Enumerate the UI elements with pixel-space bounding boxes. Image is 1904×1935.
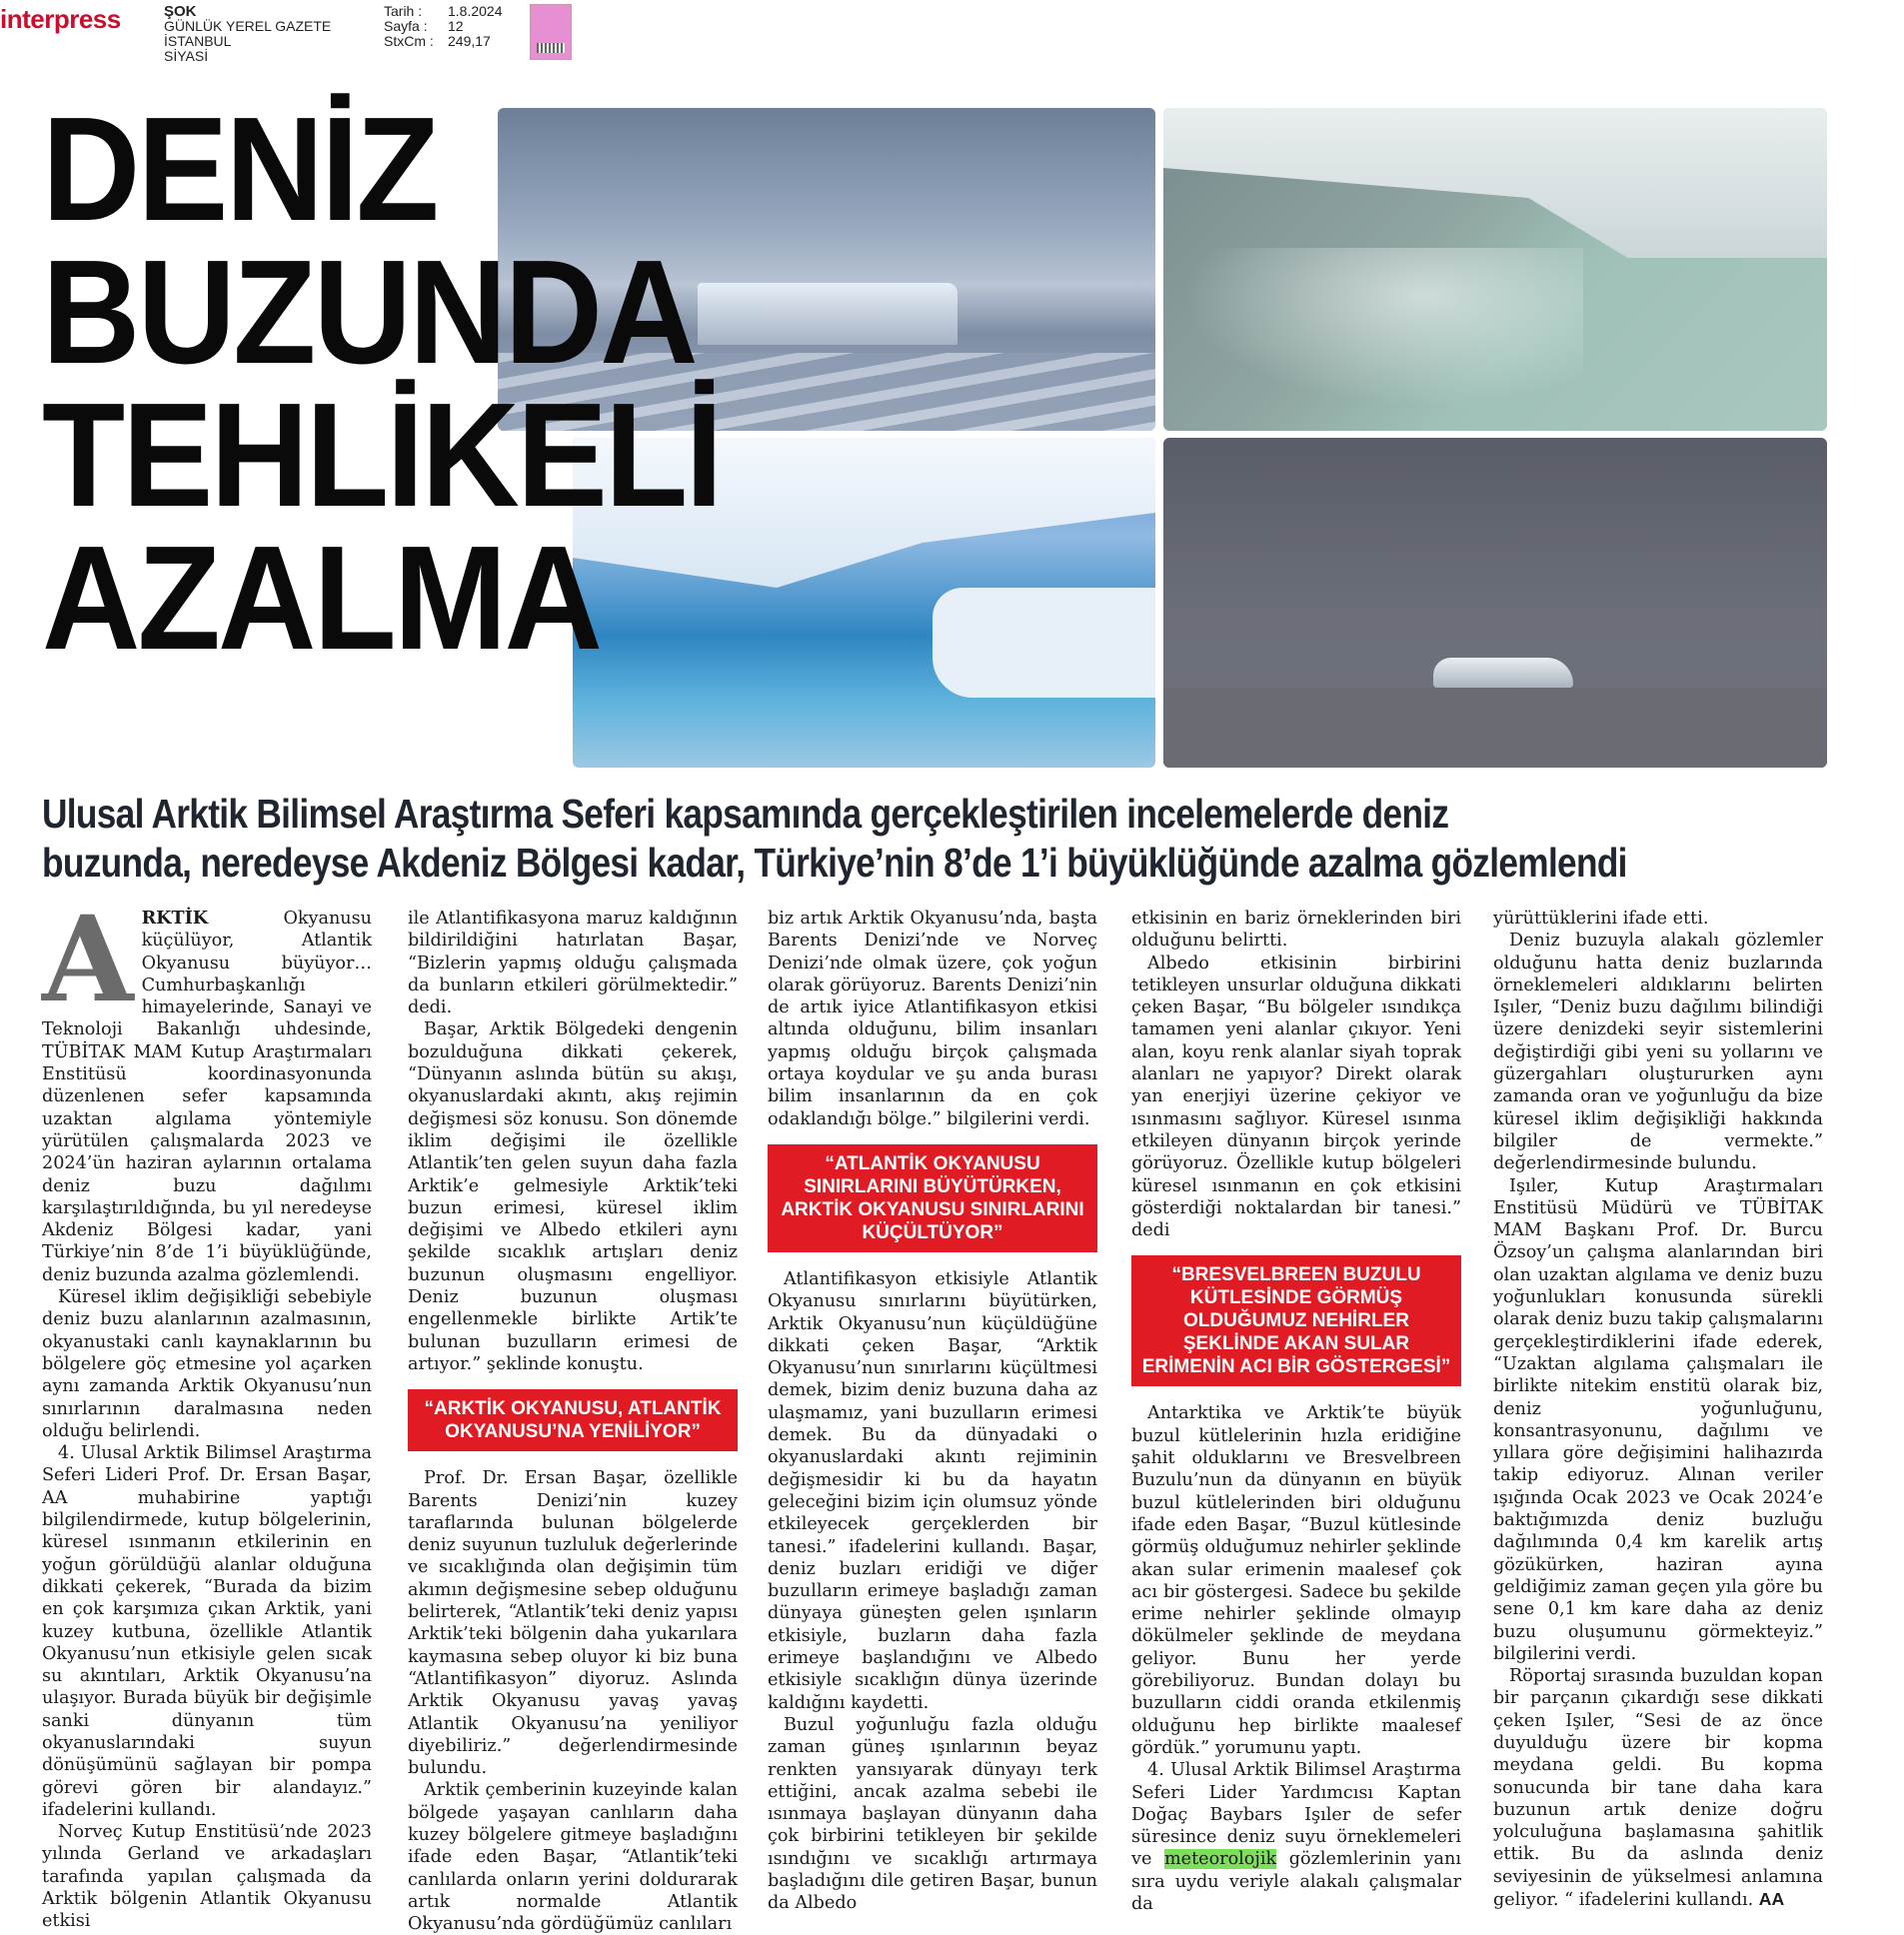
lead-word: RKTİK	[141, 908, 209, 929]
photo-grey-sea-floes	[1163, 438, 1827, 768]
article-column-4	[1131, 908, 1461, 1915]
article-paragraph: Deniz buzuyla alakalı gözlemler olduğunu hatta deniz buzlarında örneklemeleri aldıklarını belirten Işıler, “Deniz buzu dağılımı bilindiği üzere denizdeki seyir sistemlerini değiştirdiği gibi yeni su yollarını ve güzergahları oluştururken aynı zamanda oran ve yoğunluğu da bize küresel iklim değişikliği hakkında bilgiler de vermekte.” değerlendirmesinde bulundu.	[1493, 931, 1823, 1174]
article-paragraph: biz artık Arktik Okyanusu’nda, başta Barents Denizi’nde ve Norveç Denizi’nde olmak üzere, çok yoğun olarak görüyoruz. Barents Denizi’nin de artık iyice Atlantifikasyon etkisi altında olduğunu, bilim insanları yapmış olduğu birçok çalışmada ortaya koydular ve şu anda burası bilim insanlarının da en çok odaklandığı bölge.” bilgilerini verdi.	[768, 909, 1097, 1129]
article-column-2	[408, 908, 738, 1935]
article-column-3	[768, 908, 1097, 1915]
headline-line-2: BUZUNDA	[42, 230, 696, 395]
article-paragraph: Işıler, Kutup Araştırmaları Enstitüsü Müdürü ve TÜBİTAK MAM Başkanı Prof. Dr. Burcu Özsoy’un çalışma alanlarından biri olan uzaktan algılama ve deniz buzu yoğunlukları konusunda sürekli olarak deniz buzu takip çalışmalarını gerçekleştirdiklerini ifade ederek, “Uzaktan algılama çalışmaları ile birlikte nitekim enstitü olarak biz, deniz yoğunluğunu, konsantrasyonunu, dağılımı ve yıllara göre değişimini halihazırda takip ediyoruz. Alınan veriler ışığında Ocak 2023 ve Ocak 2024’e baktığımızda deniz buzluğu dağılımında 0,4 km karelik artış gözükürken, haziran ayına geldiğimiz zaman geçen yıla göre bu sene 0,1 km kare daha az deniz buzu oluşumunu görmekteyiz.” bilgilerini verdi.	[1493, 1175, 1823, 1664]
date-label: Tarih :	[384, 3, 423, 19]
article-paragraph: Başar, Arktik Bölgedeki dengenin bozulduğuna dikkati çekerek, “Dünyanın aslında bütün su akışı, okyanuslardaki akıntı, akış rejimin değişmesi söz konusu. Son dönemde iklim değişimi ile özellikle Atlantik’ten gelen suyun daha fazla Arktik’e gelmesiyle Arktik’teki buzun erimesi, küresel iklim değişimi ve Albedo etkileri aynı şekilde sıcaklık artışları deniz buzunun oluşmasını engelliyor. Deniz buzunun oluşması engellenmekle birlikte Artik’te bulunan buzulların erimesi de artıyor.” şeklinde konuştu.	[408, 1019, 738, 1374]
article-paragraph: Antarktika ve Arktik’te büyük buzul kütlelerinin hızla eridiğine şahit olduklarını ve Bresvelbreen Buzulu’nun da dünyanın en büyük buzul kütlelerinden biri olduğunu ifade eden Başar, “Buzul kütlesinde görmüş olduğumuz nehirler şeklinde akan sular erimenin maalesef çok acı bir göstergesi. Sadece bu şekilde erime nehirler şeklinde olmayıp dökülmeler şeklinde de meydana geliyor. Bunu her yerde görebiliyoruz. Bundan dolayı bu buzulların ciddi oranda etkilenmiş olduğunu hep birlikte maalesef gördük.” yorumunu yaptı.	[1131, 1403, 1461, 1758]
article-paragraph: Arktik çemberinin kuzeyinde kalan bölgede yaşayan canlıların daha kuzey bölgelere gitmeye başladığını ifade eden Başar, “Atlantik’teki canlılarda onların yerini doldurarak artık normalde Atlantik Okyanusu’nda gördüğümüz canlıları	[408, 1780, 738, 1935]
article-paragraph: etkisinin en bariz örneklerinden biri olduğunu belirtti.	[1131, 909, 1461, 952]
subheadline-line-2: buzunda, neredeyse Akdeniz Bölgesi kadar, Türkiye’nin 8’de 1’i büyüklüğünde azalma gözlemlendi	[42, 840, 1627, 886]
article-paragraph: ile Atlantifikasyona maruz kaldığının bildirildiğini hatırlatan Başar, “Bizlerin yapmış olduğu çalışmada da bunların etkileri görülmektedir.” dedi.	[408, 909, 738, 1018]
publication-category: SİYASİ	[164, 48, 209, 64]
clipping-meta	[384, 4, 503, 49]
article-paragraph: Prof. Dr. Ersan Başar, özellikle Barents Denizi’nin kuzey taraflarında bulunan bölgelerde deniz suyunun tuzluluk değerlerinde ve sıcaklığında olan değişimin tüm akımın değişmesine sebep olduğunu belirterek, “Atlantik’teki deniz yapısı Arktik’teki bölgenin daha yukarılara kaymasına sebep oluyor ki biz buna “Atlantifikasyon” diyoruz. Aslında Arktik Okyanusu yavaş yavaş Atlantik Okyanusu’na yeniliyor diyebiliriz.” değerlendirmesinde bulundu.	[408, 1468, 738, 1779]
article-paragraph: 4. Ulusal Arktik Bilimsel Araştırma Seferi Lideri Prof. Dr. Ersan Başar, AA muhabirine yaptığı bilgilendirmede, kutup bölgelerinin, küresel ısınmanın etkilerinin en yoğun görüldüğü alanlar olduğuna dikkati çekerek, “Burada da bizim en çok karşımıza çıkan Arktik, yani kuzey kutbuna, özellikle Atlantik Okyanusu’nun etkisiyle gelen sıcak su akıntıları, Arktik Okyanusu’na ulaşıyor. Burada büyük bir değişimle sanki dünyanın tüm okyanuslarındaki suyun dönüşümünü sağlayan bir pompa görevi gören bir alandayız.” ifadelerini kullandı.	[42, 1443, 372, 1820]
article-column-1	[42, 890, 372, 1933]
subheadline	[42, 790, 1861, 888]
headline	[42, 87, 762, 681]
article-paragraph: Küresel iklim değişikliği sebebiyle deniz buzu alanlarının azalmasının, okyanustaki canlı kaynaklarının bu bölgelere göç etmesine yol açarken aynı zamanda Arktik Okyanusu’nun sınırlarının daralmasına neden olduğu belirlendi.	[42, 1287, 372, 1441]
page-label: Sayfa :	[384, 18, 428, 34]
subheadline-line-1: Ulusal Arktik Bilimsel Araştırma Seferi kapsamında gerçekleştirilen incelemelerde deniz	[42, 791, 1449, 837]
publication-name: ŞOK	[164, 3, 197, 20]
drop-cap: A	[42, 890, 134, 1028]
article-paragraph: Norveç Kutup Enstitüsü’nde 2023 yılında Gerland ve arkadaşları tarafında yapılan çalışmada da Arktik bölgenin Atlantik Okyanusu etkisi	[42, 1822, 372, 1932]
stxcm-value: 249,17	[448, 33, 491, 49]
publication-type: GÜNLÜK YEREL GAZETE	[164, 18, 332, 34]
headline-line-4: AZALMA	[42, 516, 601, 681]
highlighted-keyword: meteorolojik	[1164, 1849, 1277, 1870]
article-paragraph: Albedo etkisinin birbirini tetikleyen unsurlar olduğuna dikkati çeken Başar, “Bu bölgeler ısındıkça tamamen yeni alanlar çıkıyor. Yeni alan, koyu renk alanlar siyah toprak alanları ne yapıyor? Direkt olarak yan enerjiyi üzerine çekiyor ve ısınmasını sağlıyor. Küresel ısınma etkileyen dünyanın birçok yerinde görüyoruz. Özellikle kutup bölgeleri küresel ısınmanın en çok etkisini gösterdiği noktalardan bir tanesi.” dedi	[1131, 953, 1461, 1241]
article-paragraph: 4. Ulusal Arktik Bilimsel Araştırma Seferi Lider Yardımcısı Kaptan Doğaç Baybars Işıler de sefer süresince deniz suyu örneklemeleri ve meteorolojik gözlemlerinin yanı sıra uydu veriyle alakalı çalışmalar da	[1131, 1760, 1462, 1914]
pull-quote-3: “BRESVELBREEN BUZULU KÜTLESİNDE GÖRMÜŞ OLDUĞUMUZ NEHİRLER ŞEKLİNDE AKAN SULAR ERİMENİN ACI BİR GÖSTERGESİ”	[1131, 1255, 1461, 1386]
pull-quote-2: “ATLANTİK OKYANUSU SINIRLARINI BÜYÜTÜRKEN, ARKTİK OKYANUSU SINIRLARINI KÜÇÜLTÜYOR”	[768, 1144, 1097, 1252]
article-paragraph: ARKTİK Okyanusu küçülüyor, Atlantik Okyanusu büyüyor… Cumhurbaşkanlığı himayelerinde, Sanayi ve Teknoloji Bakanlığı uhdesinde, TÜBİTAK MAM Kutup Araştırmaları Enstitüsü koordinasyonunda düzenlenen sefer kapsamında uzaktan algılama yöntemiyle yürütülen çalışmalarda 2023 ve 2024’ün haziran aylarının ortalama deniz buzu dağılımı karşılaştırıldığında, bu yıl neredeyse Akdeniz Bölgesi kadar, yani Türkiye’nin 8’de 1’i büyüklüğünde, deniz buzunda azalma gözlemlendi.	[42, 890, 372, 1285]
barcode-thumbnail	[530, 4, 572, 60]
stxcm-label: StxCm :	[384, 33, 434, 49]
date-value: 1.8.2024	[448, 3, 503, 19]
article-paragraph: Röportaj sırasında buzuldan kopan bir parçanın çıkardığı sese dikkati çeken Işıler, “Sesi de az önce duyulduğu üzere bir kopma meydana geldi. Bu kopma sonucunda bir tane daha kara buzunun artık denize doğru yolculuğuna başlamasına şahitlik ettik. Bu da aslında deniz seviyesinin de yükselmesi anlamına geliyor. “ ifadelerini kullandı. AA	[1493, 1666, 1823, 1911]
headline-line-1: DENİZ	[42, 87, 437, 252]
article-column-5	[1493, 908, 1823, 1911]
photo-glacier-meltwater	[1163, 108, 1827, 431]
article-paragraph: yürüttüklerini ifade etti.	[1493, 909, 1709, 929]
article-paragraph: Atlantifikasyon etkisiyle Atlantik Okyanusu sınırlarını büyütürken, Arktik Okyanusu’nun küçüldüğüne dikkati çeken Başar, “Arktik Okyanusu’nun sınırlarını küçültmesi demek, bizim deniz buzuna daha az ulaşmamız, yani buzulların erimesi demek. Bu da dünyadaki o okyanuslardaki akıntı rejiminin değişmesidir ki bu da hayatın geleceğini bizim için olumsuz yönde etkileyecek gerçeklerden bir tanesi.” ifadelerini kullandı. Başar, deniz buzları eridiği ve diğer buzulların erimeye başladığı zaman dünyaya güneşten gelen ışınların etkisiyle, buzların daha fazla erimeye başlandığını ve Albedo etkisiyle sıcaklığın dünya üzerinde kaldığını kaydetti.	[768, 1268, 1097, 1713]
headline-line-3: TEHLİKELİ	[42, 373, 721, 538]
publication-info	[164, 4, 331, 64]
publication-city: İSTANBUL	[164, 33, 232, 49]
pull-quote-1: “ARKTİK OKYANUSU, ATLANTİK OKYANUSU’NA YENİLİYOR”	[408, 1389, 738, 1451]
agency-signature: AA	[1758, 1889, 1785, 1910]
article-paragraph: Buzul yoğunluğu fazla olduğu zaman güneş ışınlarının beyaz renkten yansıyarak dünyayı terk ettiğini, ancak azalma sebebi ile ısınmaya başlayan dünyanın daha çok birbirini tetikleyen bir şekilde ısındığını ve sıcaklığı artırmaya başladığını dile getiren Başar, bunun da Albedo	[768, 1714, 1097, 1914]
page-value: 12	[448, 18, 464, 34]
interpress-logo: interpress	[0, 4, 121, 34]
